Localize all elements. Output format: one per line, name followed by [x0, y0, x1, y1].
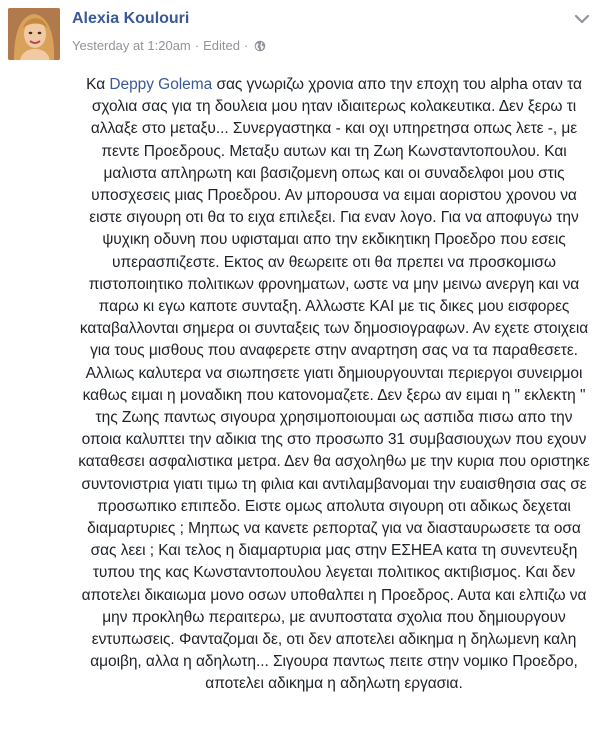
- avatar[interactable]: [8, 8, 60, 60]
- chevron-down-icon[interactable]: [574, 12, 590, 24]
- edited-label[interactable]: Edited: [203, 38, 240, 53]
- mention-link[interactable]: Deppy Golema: [109, 76, 213, 93]
- meta-separator: ·: [243, 38, 249, 53]
- post-timestamp[interactable]: Yesterday at 1:20am: [72, 38, 191, 53]
- globe-icon[interactable]: [254, 40, 266, 52]
- post-body: [78, 74, 590, 696]
- author-name[interactable]: Alexia Koulouri: [72, 10, 190, 27]
- post-text-intro: Κα: [86, 76, 110, 93]
- post-meta: [72, 38, 266, 53]
- meta-separator: ·: [194, 38, 200, 53]
- post-text: σας γνωριζω χρονια απο την εποχη του alpha οταν τα σχολια σας για τη δουλεια μου ηταν ιδιαιτερως κολακευτικα. Δεν ξερω τι αλλαξε στο μεταξυ... Συνεργαστηκα - και οχι υπηρετησα οπως λετε -, με πεντε Προεδρους. Μεταξυ αυτων και τη Ζωη Κωνσταντοπουλου. Και μαλιστα απληρωτη και βασιζομενη οπως και οι συναδελφοι μου στις υποσχεσεις μιας Προεδρου. Αν μπορουσα να ειμαι αοριστου χρονου να ειστε σιγουρη οτι θα το ειχα επιλεξει. Για εναν λογο. Για να αποφυγω την ψυχικη οδυνη που υφισταμαι απο την εκδικητικη Προεδρο που εσεις υπερασπιζεστε. Εκτος αν θεωρειτε οτι θα πρεπει να προσκομισω πιστοποιητικο πολιτικων φρονηματων, ωστε να μην μεινω ανεργη και να παρω κι εγω καποτε συνταξη. Αλλωστε ΚΑΙ με τις δικες μου εισφορες καταβαλλονται σημερα οι συνταξεις των δημοσιογραφων. Αν εχετε στοιχεια για τους μισθους που αναφερετε στην αναρτηση σας να τα παραθεσετε. Αλλιως καλυτερα να σιωπησετε γιατι δημιουργουνται περιεργοι συνειρμοι καθως ειμαι η μοναδικη που κατονομαζετε. Δεν ξερω αν ειμαι η " εκλεκτη " της Ζωης παντως σιγουρα χρησιμοποιουμαι ως ασπιδα πισω απο την οποια καλυπτει την αδικια της στο προσωπο 31 συμβασιουχων που εχουν καταθεσει ασφαλιστικα μετρα. Δεν θα ασχοληθω με την κυρια που οριστηκε συντονιστρια γιατι τιμω τη φιλια και αντιλαμβανομαι την ευαισθησια σας σε προσωπικο επιπεδο. Ειστε ομως απολυτα σιγουρη οτι αδικως δεχεται διαμαρτυριες ; Μηπως να κανετε ρεπορταζ για να διασταυρωσετε τα οσα σας λεει ; Και τελος η διαμαρτυρια μας στην ΕΣΗΕΑ κατα τη συνεντευξη τυπου της κας Κωνσταντοπουλου λεγεται πολιτικος ακτιβισμος. Και δεν αποτελει δικαιωμα μονο οσων υποθαλπει η Προεδρος. Αυτα και ελπιζω να μην προκληθω περαιτερω, με ανυποστατα σχολια που δημιουργουν εντυπωσεις. Φανταζομαι δε, οτι δεν αποτελει αδικημα η δηλωμενη καλη αμοιβη, αλλα η αδηλωτη... Σιγουρα παντως πειτε στην νομικο Προεδρο, αποτελει αδικημα η αδηλωτη εργασια.: [78, 76, 590, 693]
- post-header: [0, 0, 600, 72]
